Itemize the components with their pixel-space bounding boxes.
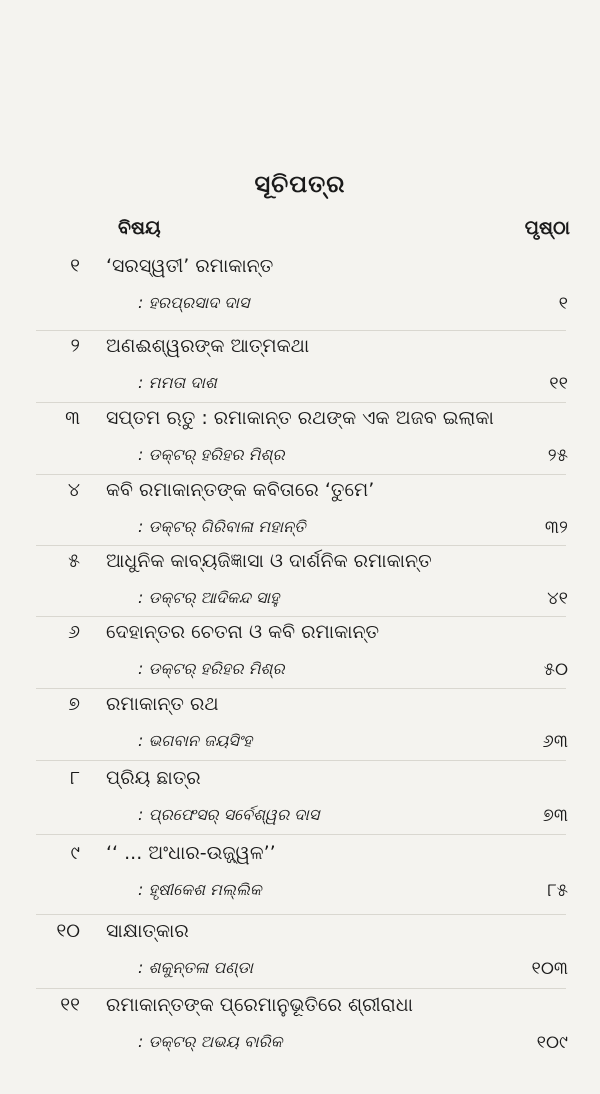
entry-page: ୧୦୩ xyxy=(531,958,568,979)
entry-author: : ଡକ୍ଟର୍ ଅଭୟ ବାରିକ xyxy=(138,1032,283,1051)
entry-title: ପ୍ରିୟ ଛାତ୍ର xyxy=(106,767,201,789)
entry-author: : ଡକ୍ଟର୍ ଗିରିବାଳା ମହାନ୍ତି xyxy=(138,517,306,536)
toc-entry xyxy=(0,255,600,335)
divider xyxy=(36,914,566,915)
entry-page: ୩୨ xyxy=(544,517,568,538)
entry-number: ୪ xyxy=(67,479,80,501)
entry-page: ୬୩ xyxy=(542,731,568,752)
entry-page: ୭୩ xyxy=(542,805,568,826)
toc-entry xyxy=(0,621,600,701)
entry-title: ‘‘ ... ଅଂଧାର-ଉଜ୍ଜ୍ୱଳ’’ xyxy=(106,842,276,864)
entry-number: ୨ xyxy=(70,335,80,357)
divider xyxy=(36,988,566,989)
column-header-page: ପୃଷ୍ଠା xyxy=(524,217,570,239)
entry-title: ରମାକାନ୍ତ ରଥ xyxy=(106,693,219,715)
divider xyxy=(36,474,566,475)
entry-title: ରମାକାନ୍ତଙ୍କ ପ୍ରେମାନୁଭୂତିରେ ଶ୍ରୀରାଧା xyxy=(106,994,413,1016)
toc-entry xyxy=(0,335,600,415)
entry-number: ୧୦ xyxy=(56,920,80,942)
entry-number: ୮ xyxy=(70,767,80,789)
divider xyxy=(36,545,566,546)
entry-author: : ହୃଷୀକେଶ ମଲ୍ଲିକ xyxy=(138,880,262,899)
toc-entry xyxy=(0,693,600,773)
entry-author: : ହରପ୍ରସାଦ ଦାସ xyxy=(138,293,250,312)
entry-number: ୯ xyxy=(70,842,80,864)
entry-number: ୫ xyxy=(68,550,80,572)
toc-entry xyxy=(0,479,600,559)
divider xyxy=(36,834,566,835)
entry-title: ଅଣଈଶ୍ୱରଙ୍କ ଆତ୍ମକଥା xyxy=(106,335,310,357)
entry-title: କବି ରମାକାନ୍ତଙ୍କ କବିତାରେ ‘ତୁମେ’ xyxy=(106,479,375,501)
divider xyxy=(36,688,566,689)
entry-page: ୨୫ xyxy=(547,445,568,466)
toc-entry xyxy=(0,407,600,487)
entry-author: : ଡକ୍ଟର୍ ହରିହର ମିଶ୍ର xyxy=(138,445,285,464)
entry-title: ‘ସରସ୍ୱତୀ’ ରମାକାନ୍ତ xyxy=(106,255,274,277)
entry-page: ୪୧ xyxy=(547,588,568,609)
toc-entry xyxy=(0,994,600,1074)
entry-author: : ମମତା ଦାଶ xyxy=(138,373,217,392)
entry-author: : ଶକୁନ୍ତଳା ପଣ୍ଡା xyxy=(138,958,253,977)
entry-number: ୧ xyxy=(70,255,80,277)
entry-author: : ପ୍ରଫେସର୍ ସର୍ବେଶ୍ୱର ଦାସ xyxy=(138,805,320,824)
toc-entry xyxy=(0,767,600,847)
page-title: ସୂଚିପତ୍ର xyxy=(254,170,346,198)
entry-page: ୧୦୯ xyxy=(536,1032,568,1053)
column-header-subject: ବିଷୟ xyxy=(118,217,161,239)
entry-number: ୧୧ xyxy=(60,994,80,1016)
toc-entry xyxy=(0,842,600,922)
entry-page: ୫୦ xyxy=(543,659,568,680)
entry-title: ସପ୍ତମ ଋତୁ : ରମାକାନ୍ତ ରଥଙ୍କ ଏକ ଅଜବ ଇଲାକା xyxy=(106,407,494,429)
entry-page: ୧ xyxy=(558,293,568,314)
divider xyxy=(36,760,566,761)
entry-number: ୬ xyxy=(68,621,80,643)
toc-entry xyxy=(0,550,600,630)
entry-author: : ଡକ୍ଟର୍ ଆଦିକନ୍ଦ ସାହୁ xyxy=(138,588,280,607)
entry-page: ୧୧ xyxy=(549,373,568,394)
entry-number: ୭ xyxy=(68,693,80,715)
entry-number: ୩ xyxy=(65,407,80,429)
divider xyxy=(36,616,566,617)
entry-title: ଆଧୁନିକ କାବ୍ୟଜିଜ୍ଞାସା ଓ ଦାର୍ଶନିକ ରମାକାନ୍ତ xyxy=(106,550,432,572)
divider xyxy=(36,330,566,331)
entry-page: ୮୫ xyxy=(547,880,568,901)
divider xyxy=(36,402,566,403)
entry-title: ସାକ୍ଷାତ୍କାର xyxy=(106,920,189,942)
entry-author: : ଡକ୍ଟର୍ ହରିହର ମିଶ୍ର xyxy=(138,659,285,678)
entry-title: ଦେହାନ୍ତର ଚେତନା ଓ କବି ରମାକାନ୍ତ xyxy=(106,621,380,643)
entry-author: : ଭଗବାନ ଜୟସିଂହ xyxy=(138,731,253,750)
